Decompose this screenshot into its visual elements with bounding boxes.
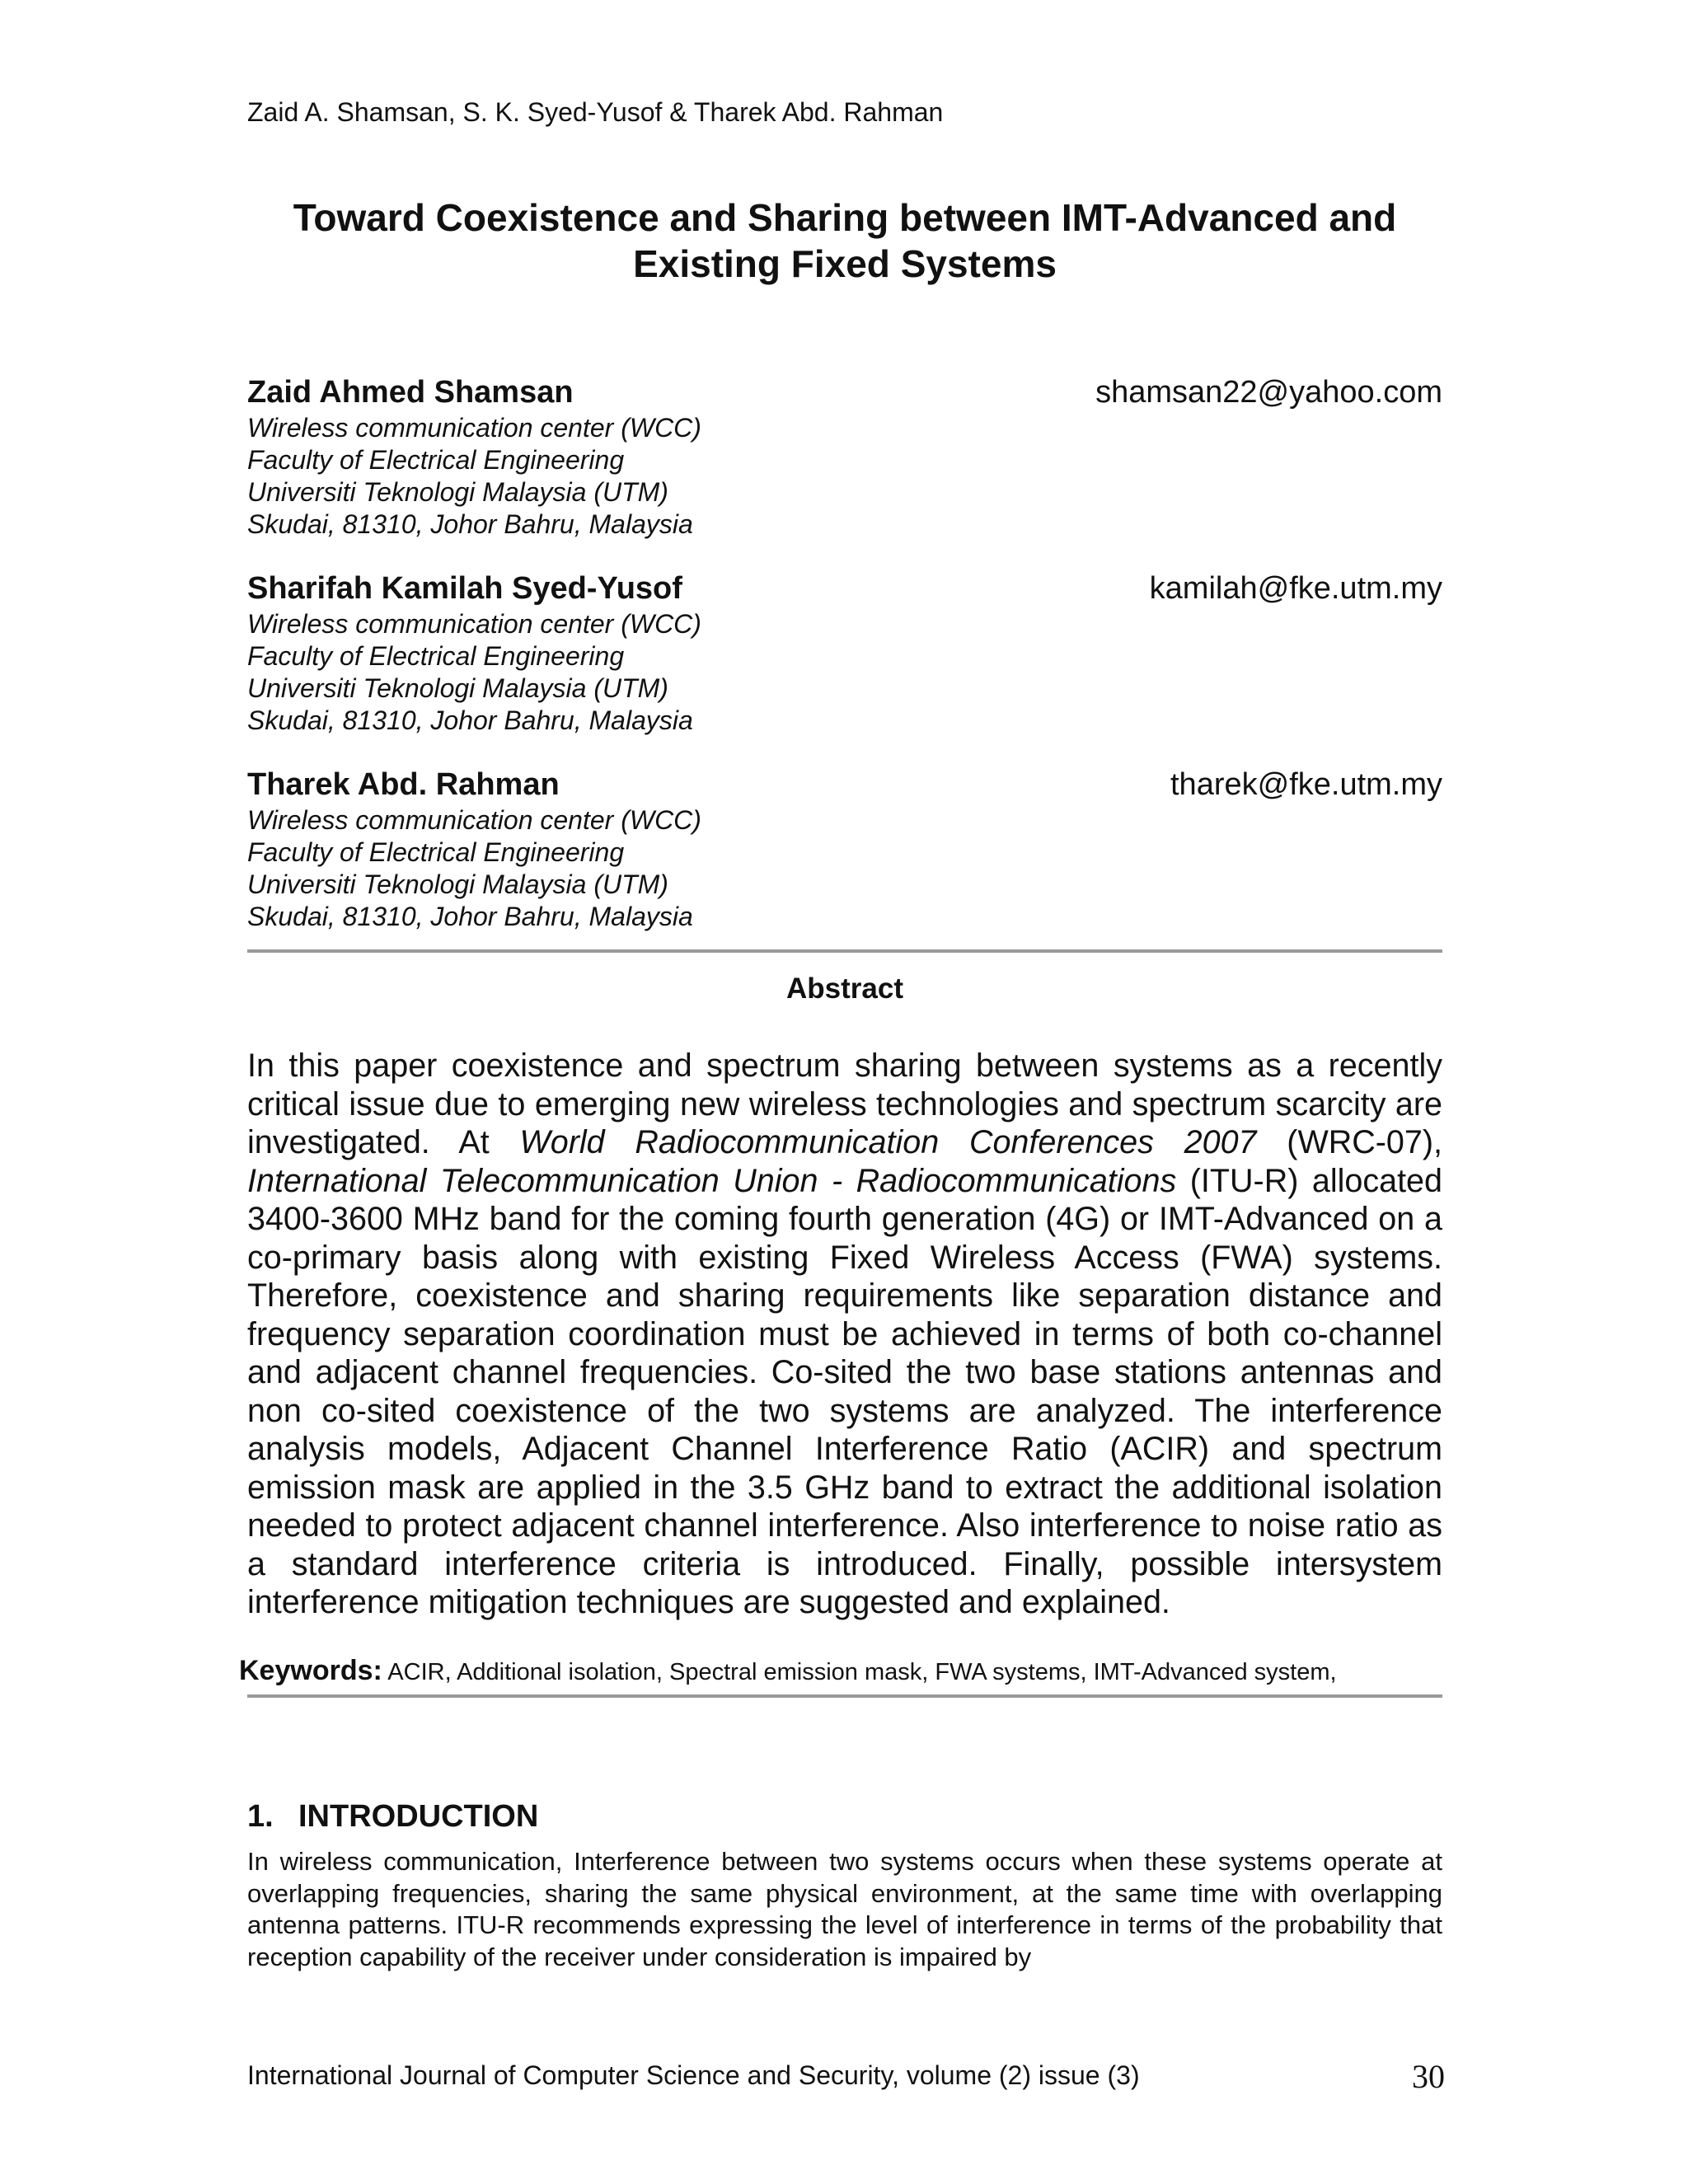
keywords-label: Keywords: <box>239 1655 382 1686</box>
abstract-heading: Abstract <box>786 972 903 1005</box>
affiliation-line: Faculty of Electrical Engineering <box>247 445 625 475</box>
author-name: Tharek Abd. Rahman <box>247 767 560 802</box>
affiliation-line: Wireless communication center (WCC) <box>247 413 701 443</box>
affiliation-line: Faculty of Electrical Engineering <box>247 641 625 671</box>
introduction-text: In wireless communication, Interference between two systems occurs when these systems operate at overlapping frequencies, sharing the same physical environment, at the same time with overlapping antenna patterns. ITU-R recommends expressing the level of interference in terms of the probability that reception capability of the receiver under consideration is impaired by <box>247 1847 1442 1971</box>
author-block <box>247 373 1442 541</box>
author-block <box>247 765 1442 933</box>
author-email[interactable]: shamsan22@yahoo.com <box>1095 375 1442 410</box>
abstract-text: (WRC-07), <box>1256 1124 1442 1160</box>
affiliation-line: Skudai, 81310, Johor Bahru, Malaysia <box>247 705 693 735</box>
author-name: Zaid Ahmed Shamsan <box>247 375 574 410</box>
affiliation-line: Universiti Teknologi Malaysia (UTM) <box>247 673 668 703</box>
abstract-text: In this paper coexistence and spectrum sharing between systems as a recently critical issue due to emerging new wireless technologies and spectrum scarcity are investigated. At <box>247 1047 1442 1160</box>
section-heading <box>247 1799 538 1835</box>
affiliation-line: Wireless communication center (WCC) <box>247 805 701 835</box>
divider <box>247 1694 1442 1698</box>
keywords <box>239 1655 1451 1687</box>
affiliation-line: Skudai, 81310, Johor Bahru, Malaysia <box>247 902 693 931</box>
abstract-text: (ITU-R) allocated 3400-3600 MHz band for the coming fourth generation (4G) or IMT-Advanced on a co-primary basis along with existing Fixed Wireless Access (FWA) systems. Therefore, coexistence and sharing requirements like separation distance and frequency separation coordination must be achieved in terms of both co-channel and adjacent channel frequencies. Co-sited the two base stations antennas and non co-sited coexistence of the two systems are analyzed. The interference analysis models, Adjacent Channel Interference Ratio (ACIR) and spectrum emission mask are applied in the 3.5 GHz band to extract the additional isolation needed to protect adjacent channel interference. Also interference to noise ratio as a standard interference criteria is introduced. Finally, possible intersystem interference mitigation techniques are suggested and explained. <box>247 1162 1442 1620</box>
section-number: 1. <box>247 1799 274 1834</box>
abstract-body <box>247 1047 1442 1622</box>
author-email[interactable]: tharek@fke.utm.my <box>1170 767 1442 802</box>
affiliation-line: Universiti Teknologi Malaysia (UTM) <box>247 869 668 899</box>
keywords-text: ACIR, Additional isolation, Spectral emission mask, FWA systems, IMT-Advanced system, <box>382 1659 1337 1685</box>
footer-journal: International Journal of Computer Science and Security, volume (2) issue (3) <box>247 2060 1140 2090</box>
author-block <box>247 569 1442 737</box>
affiliation-line: Wireless communication center (WCC) <box>247 609 701 639</box>
affiliation-line: Faculty of Electrical Engineering <box>247 837 625 867</box>
author-name: Sharifah Kamilah Syed-Yusof <box>247 571 682 606</box>
title-line-1: Toward Coexistence and Sharing between IMT-Advanced and <box>293 196 1397 239</box>
paper-title <box>247 194 1442 287</box>
itu-name: International Telecommunication Union - Radiocommunications <box>247 1162 1177 1199</box>
divider <box>247 949 1442 953</box>
page-number: 30 <box>1412 2058 1445 2095</box>
section-title: INTRODUCTION <box>298 1799 539 1834</box>
running-header: Zaid A. Shamsan, S. K. Syed-Yusof & Tharek Abd. Rahman <box>247 97 944 127</box>
affiliation-line: Universiti Teknologi Malaysia (UTM) <box>247 477 668 507</box>
title-line-2: Existing Fixed Systems <box>633 242 1057 285</box>
affiliation-line: Skudai, 81310, Johor Bahru, Malaysia <box>247 509 693 539</box>
author-email[interactable]: kamilah@fke.utm.my <box>1149 571 1442 606</box>
wrc-name: World Radiocommunication Conferences 2007 <box>519 1124 1257 1160</box>
